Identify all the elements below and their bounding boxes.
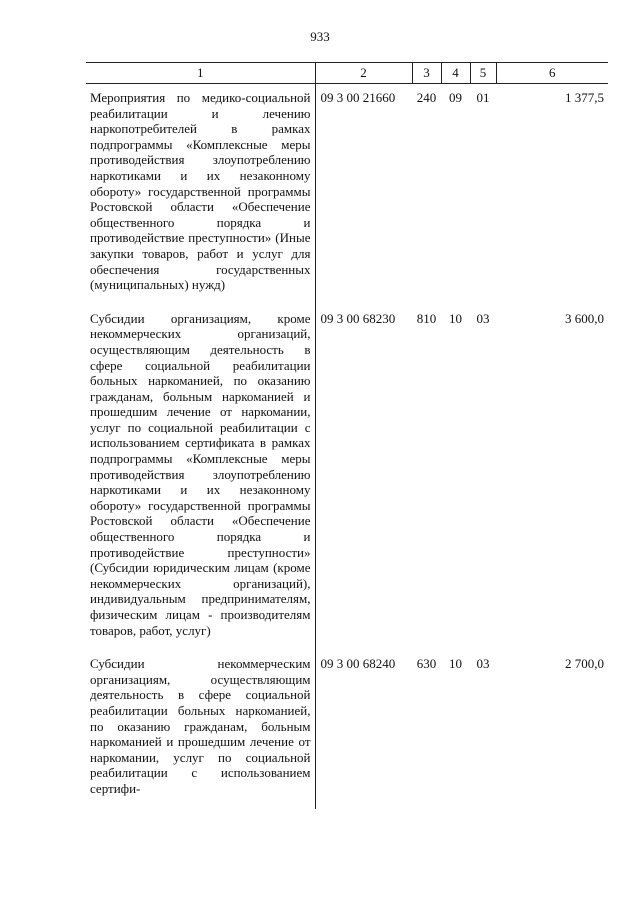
row-description: Субсидии некоммерческим организациям, осуществляющим деятельность в сфере социальной реабилитации больных наркоманией, по оказанию гражданам, больным наркоманией и прошедшим лечение от наркомании, услуг по социальной реабилитации с использованием сертифи- <box>86 650 315 808</box>
header-col-5: 5 <box>470 63 496 84</box>
table-body <box>86 84 608 809</box>
row-expense-type: 240 <box>416 90 437 105</box>
header-col-1: 1 <box>86 63 315 84</box>
row-section: 10 <box>449 310 462 326</box>
row-target-code: 09 3 00 21660 <box>320 90 396 105</box>
row-expense-type: 810 <box>416 310 437 326</box>
row-description: Субсидии организациям, кроме некоммерческих организаций, осуществляющим деятельность в сфере социальной реабилитации больных наркоманией, по оказанию гражданам, больным наркоманией и прошедшим лечение от наркомании, услуг по социальной реабилитации с использованием сертификата в рамках подпрограммы «Комплексные меры противодействия злоупотреблению наркотиками и их незаконному обороту» государственной программы Ростовской области «Обеспечение общественного порядка и противодействие преступности» (Субсидии юридическим лицам (кроме некоммерческих организаций), индивидуальным предпринимателям, физическим лицам - производителям товаров, работ, услуг) <box>86 305 315 650</box>
table-row <box>86 84 608 305</box>
row-expense-type: 630 <box>416 656 437 672</box>
row-subsection: 01 <box>476 90 490 105</box>
row-section: 10 <box>449 656 462 672</box>
row-description: Мероприятия по медико-социальной реабилитации и лечению наркопотребителей в рамках подпрограммы «Комплексные меры противодействия злоупотреблению наркотиками и их незаконному обороту» государственной программы Ростовской области «Обеспечение общественного порядка и противодействие преступности» (Иные закупки товаров, работ и услуг для обеспечения государственных (муниципальных) нужд) <box>86 84 315 305</box>
header-row <box>86 63 608 84</box>
table-header <box>86 63 608 84</box>
header-col-6: 6 <box>496 63 608 84</box>
header-col-2: 2 <box>315 63 412 84</box>
row-amount: 2 700,0 <box>565 656 604 672</box>
table-row <box>86 650 608 808</box>
header-col-3: 3 <box>412 63 441 84</box>
table-row <box>86 305 608 650</box>
row-amount: 1 377,5 <box>565 90 604 105</box>
row-target-code: 09 3 00 68230 <box>320 310 396 326</box>
budget-table <box>86 62 608 809</box>
row-section: 09 <box>449 90 462 105</box>
header-col-4: 4 <box>441 63 470 84</box>
row-amount: 3 600,0 <box>565 310 604 326</box>
row-subsection: 03 <box>476 310 490 326</box>
row-target-code: 09 3 00 68240 <box>320 656 396 672</box>
row-subsection: 03 <box>476 656 490 672</box>
page-number: 933 <box>310 29 330 44</box>
